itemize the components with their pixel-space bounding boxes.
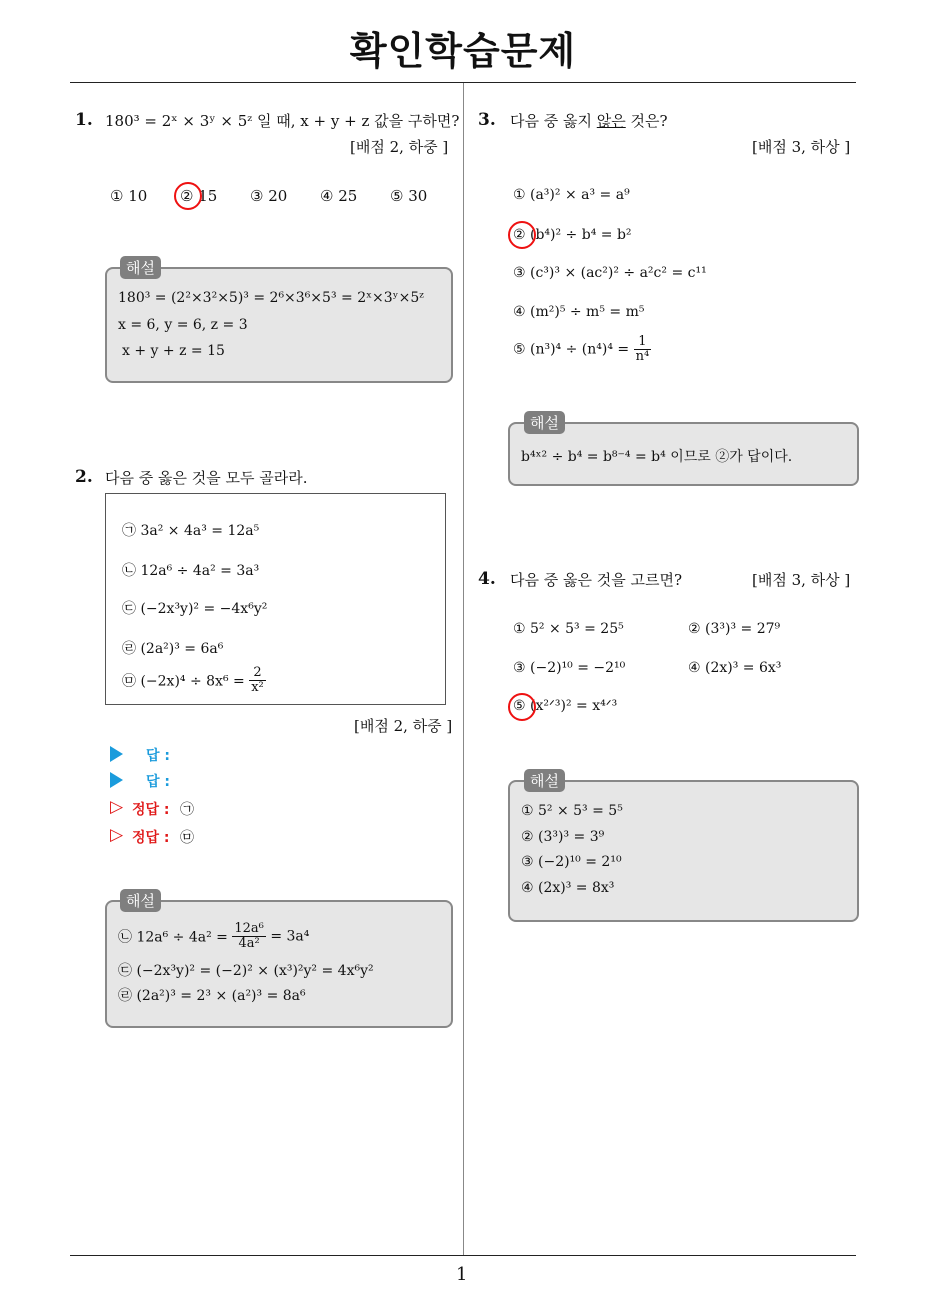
q4-expl-line-3: ③ (−2)¹⁰ = 2¹⁰ xyxy=(521,854,622,870)
q2-text: 다음 중 옳은 것을 모두 골라라. xyxy=(105,469,308,487)
q4-option-4[interactable]: ④ (2x)³ = 6x³ xyxy=(688,660,782,676)
q1-option-1[interactable]: ① 10 xyxy=(110,187,148,205)
q3-option-5-fraction xyxy=(634,335,652,364)
q4-option-5[interactable]: ⑤ (x²ᐟ³)² = x⁴ᐟ³ xyxy=(513,698,618,714)
column-divider xyxy=(463,83,464,1255)
q2-answer-label-1: 답 : xyxy=(146,748,170,764)
q2-meta: [배점 2, 하중 ] xyxy=(354,717,453,735)
q4-explanation-label: 해설 xyxy=(524,769,565,792)
q4-explanation-box xyxy=(508,780,859,922)
q3-option-5-numerator: 1 xyxy=(634,335,652,350)
q1-answer-circle xyxy=(174,182,202,210)
q2-number: 2. xyxy=(75,467,93,487)
q2-item-5-denominator: x² xyxy=(251,680,264,695)
q1-expl-line-3: x + y + z = 15 xyxy=(122,343,225,359)
q2-item-5-text: ㉤ (−2x)⁴ ÷ 8x⁶ = xyxy=(122,673,245,690)
q2-item-4: ㉣ (2a²)³ = 6a⁶ xyxy=(122,641,224,657)
q2-correct-label-1: 정답 : xyxy=(132,802,170,818)
q4-text: 다음 중 옳은 것을 고르면? xyxy=(510,571,683,589)
q1-option-2[interactable]: ② 15 xyxy=(180,187,218,205)
q2-answer-label-2: 답 : xyxy=(146,774,170,790)
q3-meta: [배점 3, 하상 ] xyxy=(752,138,851,156)
page-title: 확인학습문제 xyxy=(349,29,577,73)
q2-explanation-label: 해설 xyxy=(120,889,161,912)
q3-answer-circle xyxy=(508,221,536,249)
play-icon xyxy=(110,746,123,762)
play-icon xyxy=(110,772,123,788)
q2-expl-1-post: = 3a⁴ xyxy=(270,928,310,945)
q4-option-3[interactable]: ③ (−2)¹⁰ = −2¹⁰ xyxy=(513,660,626,676)
q2-correct-value-2: ㉤ xyxy=(180,830,194,846)
q3-option-4[interactable]: ④ (m²)⁵ ÷ m⁵ = m⁵ xyxy=(513,304,645,320)
q4-option-2[interactable]: ② (3³)³ = 27⁹ xyxy=(688,621,781,637)
q3-option-2[interactable]: ② (b⁴)² ÷ b⁴ = b² xyxy=(513,227,632,243)
q2-item-3: ㉢ (−2x³y)² = −4x⁶y² xyxy=(122,601,268,617)
q2-expl-1-pre: ㉡ 12a⁶ ÷ 4a² = xyxy=(118,929,228,946)
q3-text-post: 것은? xyxy=(625,112,668,130)
q3-number: 3. xyxy=(478,110,496,130)
q1-expl-line-2: x = 6, y = 6, z = 3 xyxy=(118,317,248,333)
q2-expl-1-numerator: 12a⁶ xyxy=(234,921,264,936)
q2-item-5-numerator: 2 xyxy=(249,666,266,681)
q1-expl-line-1: 180³ = (2²×3²×5)³ = 2⁶×3⁶×5³ = 2ˣ×3ʸ×5ᶻ xyxy=(118,290,424,306)
q2-correct-label-2: 정답 : xyxy=(132,830,170,846)
triangle-outline-icon: ▷ xyxy=(110,797,124,817)
q4-answer-circle xyxy=(508,693,536,721)
q2-expl-1-denominator: 4a² xyxy=(238,936,260,951)
q3-option-5-text: ⑤ (n³)⁴ ÷ (n⁴)⁴ = xyxy=(513,341,630,358)
q2-expl-line-1 xyxy=(118,922,309,951)
q4-expl-line-2: ② (3³)³ = 3⁹ xyxy=(521,829,605,845)
q3-text-pre: 다음 중 옳지 xyxy=(510,112,597,130)
q4-option-1[interactable]: ① 5² × 5³ = 25⁵ xyxy=(513,621,624,637)
q3-explanation-label: 해설 xyxy=(524,411,565,434)
q2-expl-line-3: ㉣ (2a²)³ = 2³ × (a²)³ = 8a⁶ xyxy=(118,988,306,1004)
q2-correct-value-1: ㉠ xyxy=(180,802,194,818)
q3-option-1[interactable]: ① (a³)² × a³ = a⁹ xyxy=(513,187,630,203)
q3-text-underlined: 않은 xyxy=(596,112,626,130)
bottom-rule xyxy=(70,1255,856,1256)
q3-option-3[interactable]: ③ (c³)³ × (ac²)² ÷ a²c² = c¹¹ xyxy=(513,265,707,281)
q1-meta: [배점 2, 하중 ] xyxy=(350,138,449,156)
q1-number: 1. xyxy=(75,110,93,130)
q1-option-5[interactable]: ⑤ 30 xyxy=(390,187,428,205)
q4-expl-line-1: ① 5² × 5³ = 5⁵ xyxy=(521,803,623,819)
q4-expl-line-4: ④ (2x)³ = 8x³ xyxy=(521,880,615,896)
q1-option-4[interactable]: ④ 25 xyxy=(320,187,358,205)
q2-item-1: ㉠ 3a² × 4a³ = 12a⁵ xyxy=(122,523,260,539)
q2-item-2: ㉡ 12a⁶ ÷ 4a² = 3a³ xyxy=(122,563,260,579)
q1-text: 180³ = 2ˣ × 3ʸ × 5ᶻ 일 때, x + y + z 값을 구하면? xyxy=(105,112,460,130)
q4-number: 4. xyxy=(478,569,496,589)
q1-explanation-label: 해설 xyxy=(120,256,161,279)
q3-option-5-denominator: n⁴ xyxy=(635,349,650,364)
q3-option-5[interactable] xyxy=(513,335,651,364)
triangle-outline-icon: ▷ xyxy=(110,825,124,845)
q2-item-5 xyxy=(122,666,266,695)
q3-text xyxy=(510,110,668,131)
q2-expl-1-fraction xyxy=(232,922,266,951)
q2-item-5-fraction xyxy=(249,666,266,695)
q3-expl-line: b⁴ˣ² ÷ b⁴ = b⁸⁻⁴ = b⁴ 이므로 ②가 답이다. xyxy=(521,449,793,465)
q2-expl-line-2: ㉢ (−2x³y)² = (−2)² × (x³)²y² = 4x⁶y² xyxy=(118,963,374,979)
q1-option-3[interactable]: ③ 20 xyxy=(250,187,288,205)
q4-meta: [배점 3, 하상 ] xyxy=(752,571,851,589)
page-number: 1 xyxy=(456,1264,468,1285)
